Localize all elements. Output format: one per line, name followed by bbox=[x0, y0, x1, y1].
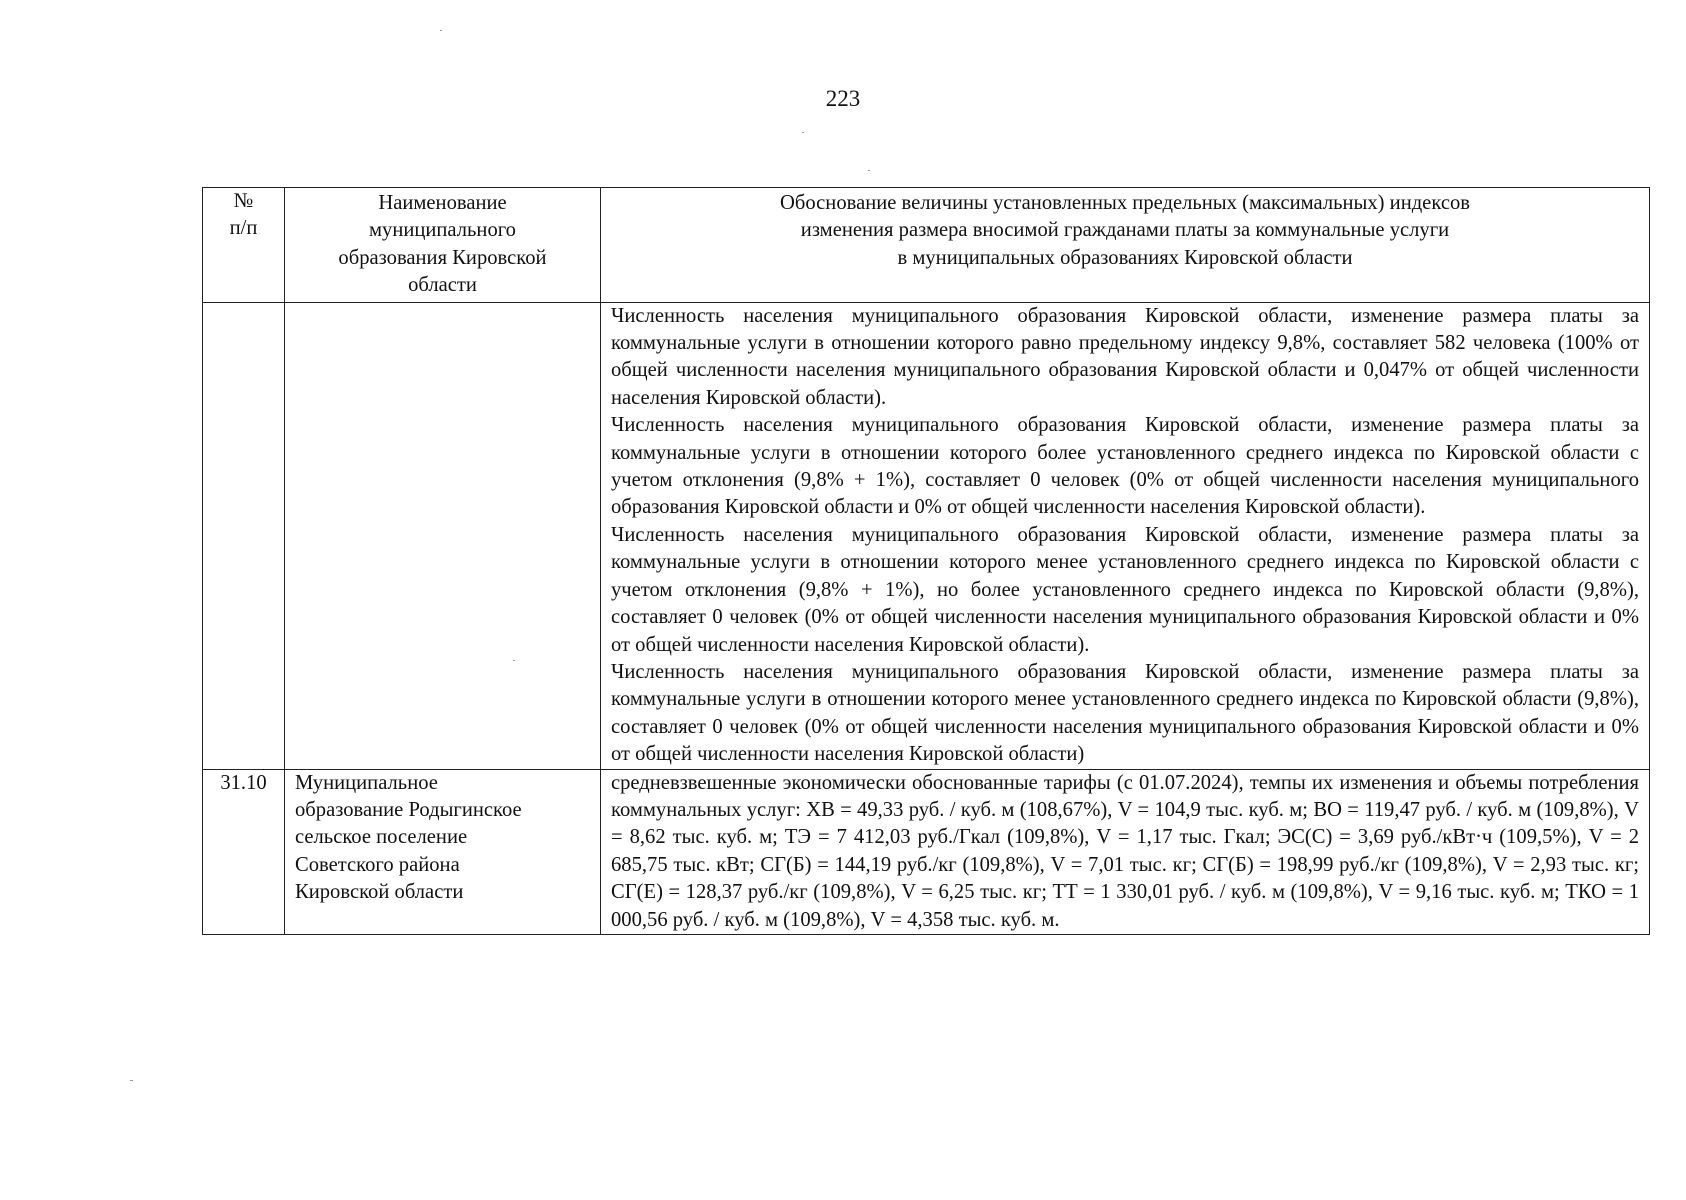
population-paragraph: Численность населения муниципального образования Кировской области, изменение размера платы за коммунальные услуги в отношении которого более установленного среднего индекса по Кировской области с учетом отклонения (9,8% + 1%), составляет 0 человек (0% от общей численности населения муниципального образования Кировской области и 0% от общей численности населения Кировской области). bbox=[611, 414, 1639, 519]
row-number: 31.10 bbox=[203, 769, 285, 934]
justification-table bbox=[202, 187, 1650, 935]
row-justification bbox=[601, 302, 1650, 769]
header-justification: Обоснование величины установленных предельных (максимальных) индексов изменения размера вносимой гражданами платы за коммунальные услуги в муниципальных образованиях Кировской области bbox=[601, 188, 1650, 303]
scan-speck bbox=[513, 660, 515, 661]
row-municipality-name: Муниципальное образование Родыгинское сельское поселение Советского района Кировской области bbox=[285, 769, 601, 934]
scan-speck bbox=[130, 1080, 133, 1081]
header-municipality-name: Наименование муниципального образования Кировской области bbox=[285, 188, 601, 303]
population-paragraph: Численность населения муниципального образования Кировской области, изменение размера платы за коммунальные услуги в отношении которого равно предельному индексу 9,8%, составляет 582 человека (100% от общей численности населения муниципального образования Кировской области и 0,047% от общей численности населения Кировской области). bbox=[611, 304, 1639, 409]
population-paragraph: Численность населения муниципального образования Кировской области, изменение размера платы за коммунальные услуги в отношении которого менее установленного среднего индекса по Кировской области (9,8%), составляет 0 человек (0% от общей численности населения муниципального образования Кировской области и 0% от общей численности населения Кировской области) bbox=[611, 660, 1639, 766]
scan-speck bbox=[868, 170, 870, 171]
tariff-paragraph: средневзвешенные экономически обоснованные тарифы (с 01.07.2024), темпы их изменения и объемы потребления коммунальных услуг: ХВ = 49,33 руб. / куб. м (108,67%), V = 104,9 тыс. куб. м; ВО = 119,47 руб. / куб. м (109,8%), V = 8,62 тыс. куб. м; ТЭ = 7 412,03 руб./Гкал (109,8%), V = 1,17 тыс. Гкал; ЭС(С) = 3,69 руб./кВт·ч (109,5%), V = 2 685,75 тыс. кВт; СГ(Б) = 144,19 руб./кг (109,8%), V = 7,01 тыс. кг; СГ(Б) = 198,99 руб./кг (109,8%), V = 2,93 тыс. кг; СГ(Е) = 128,37 руб./кг (109,8%), V = 6,25 тыс. кг; ТТ = 1 330,01 руб. / куб. м (109,8%), V = 9,16 тыс. куб. м; ТКО = 1 000,56 руб. / куб. м (109,8%), V = 4,358 тыс. куб. м. bbox=[611, 771, 1639, 931]
row-municipality-name bbox=[285, 302, 601, 769]
table-row bbox=[203, 302, 1650, 769]
table-row bbox=[203, 769, 1650, 934]
header-number: № п/п bbox=[203, 188, 285, 303]
scan-speck bbox=[802, 132, 804, 133]
page-number: 223 bbox=[825, 86, 861, 111]
table-header-row bbox=[203, 188, 1650, 303]
population-paragraph: Численность населения муниципального образования Кировской области, изменение размера платы за коммунальные услуги в отношении которого менее установленного среднего индекса по Кировской области с учетом отклонения (9,8% + 1%), но более установленного среднего индекса по Кировской области (9,8%), составляет 0 человек (0% от общей численности населения муниципального образования Кировской области и 0% от общей численности населения Кировской области). bbox=[611, 523, 1639, 656]
row-justification bbox=[601, 769, 1650, 934]
row-number bbox=[203, 302, 285, 769]
scan-speck bbox=[440, 30, 442, 31]
